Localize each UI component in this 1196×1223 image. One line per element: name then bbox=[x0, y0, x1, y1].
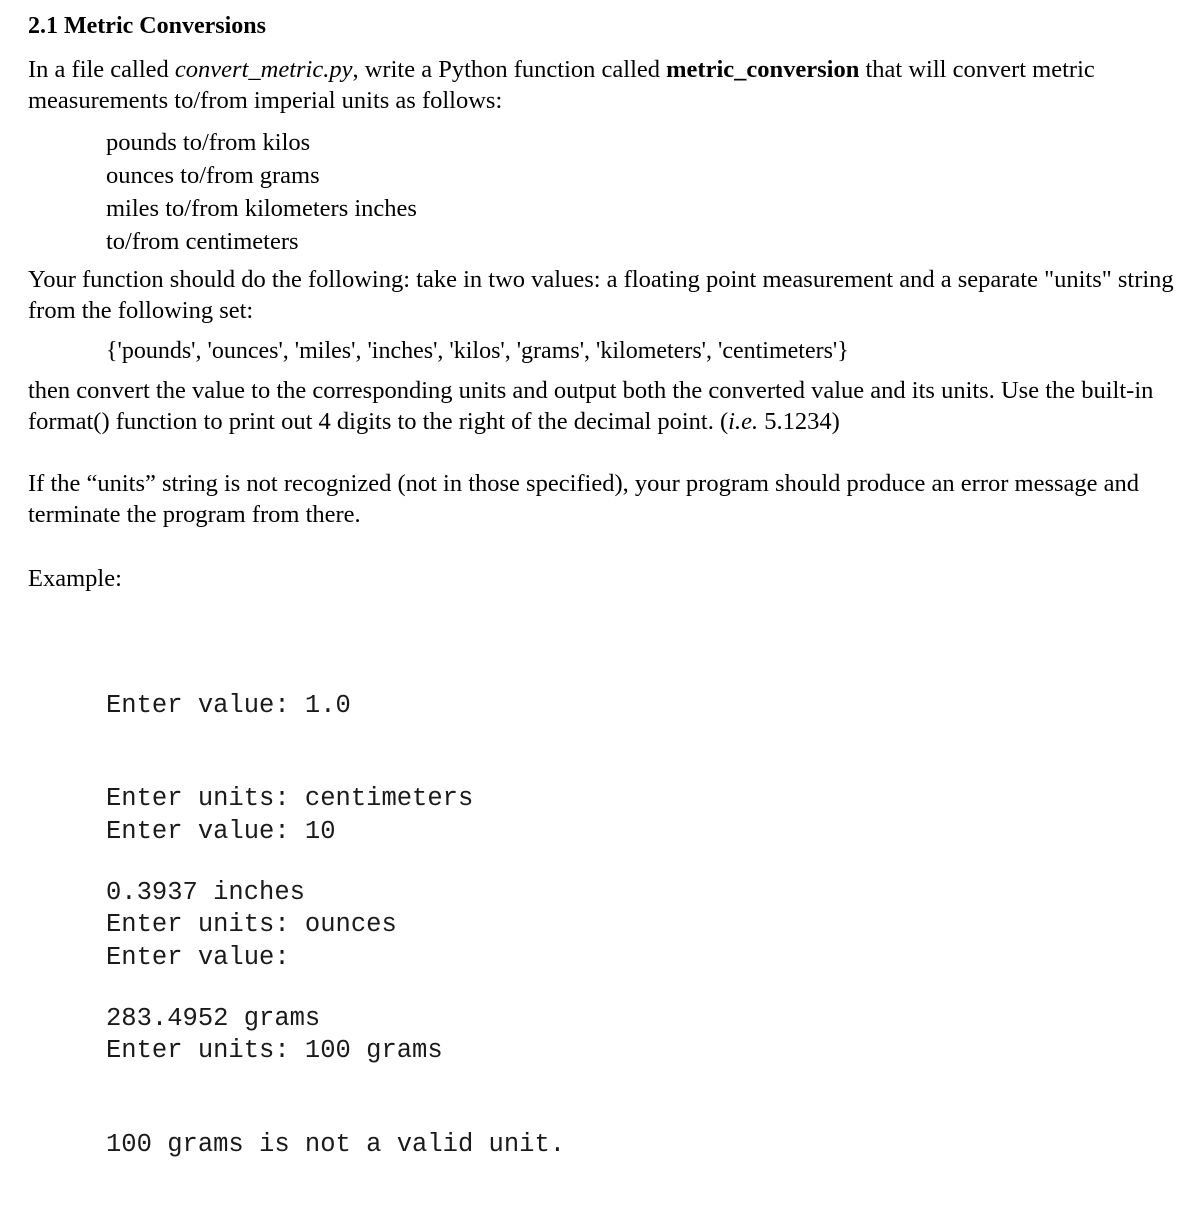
filename: convert_metric.py bbox=[174, 56, 353, 83]
unit-pair-item: to/from centimeters bbox=[106, 228, 299, 255]
intro-paragraph bbox=[28, 54, 1188, 116]
unit-pair-item: ounces to/from grams bbox=[106, 162, 320, 189]
convert-text-2: 5.1234) bbox=[758, 408, 840, 435]
ie-abbrev: i.e. bbox=[728, 408, 759, 435]
code-line-prompt-units: Enter units: ounces bbox=[106, 910, 397, 940]
intro-text-2: , write a Python function called bbox=[352, 56, 667, 83]
code-line-prompt-value: Enter value: 1.0 bbox=[106, 690, 351, 720]
code-line-prompt-units: Enter units: centimeters bbox=[106, 784, 474, 814]
function-description-paragraph: Your function should do the following: take in two values: a floating point measurement and a separate "units" string from the following set: bbox=[28, 266, 1174, 324]
code-line-prompt-units: Enter units: 100 grams bbox=[106, 1036, 443, 1066]
code-line-output: 283.4952 grams bbox=[106, 1004, 321, 1034]
unit-pair-item: pounds to/from kilos bbox=[106, 129, 311, 156]
code-line-output: 0.3937 inches bbox=[106, 878, 305, 908]
unit-pair-item: miles to/from kilometers inches bbox=[106, 195, 417, 222]
code-line-output: 100 grams is not a valid unit. bbox=[106, 1130, 566, 1160]
code-line-prompt-value: Enter value: 10 bbox=[106, 816, 336, 846]
intro-text-1: In a file called bbox=[28, 56, 175, 83]
convert-text-1: then convert the value to the corresponding units and output both the converted value and its units. Use the built-in format() function to print out 4 digits to the right of the decimal point. ( bbox=[28, 377, 1154, 435]
example-label: Example: bbox=[28, 565, 122, 592]
code-line-prompt-value: Enter value: bbox=[106, 942, 290, 972]
error-handling-paragraph: If the “units” string is not recognized (not in those specified), your program should produce an error message and terminate the program from there. bbox=[28, 470, 1140, 528]
section-heading: 2.1 Metric Conversions bbox=[28, 13, 266, 39]
unit-pair-list bbox=[106, 126, 417, 258]
conversion-instructions-paragraph bbox=[28, 375, 1188, 437]
valid-units-set: {'pounds', 'ounces', 'miles', 'inches', 'kilos', 'grams', 'kilometers', 'centimeters'} bbox=[106, 338, 849, 364]
function-name: metric_conversion bbox=[666, 56, 860, 83]
intro-text-3: that will convert metric measurements to/from imperial units as follows: bbox=[28, 56, 1095, 114]
example-code-block bbox=[106, 879, 565, 1223]
